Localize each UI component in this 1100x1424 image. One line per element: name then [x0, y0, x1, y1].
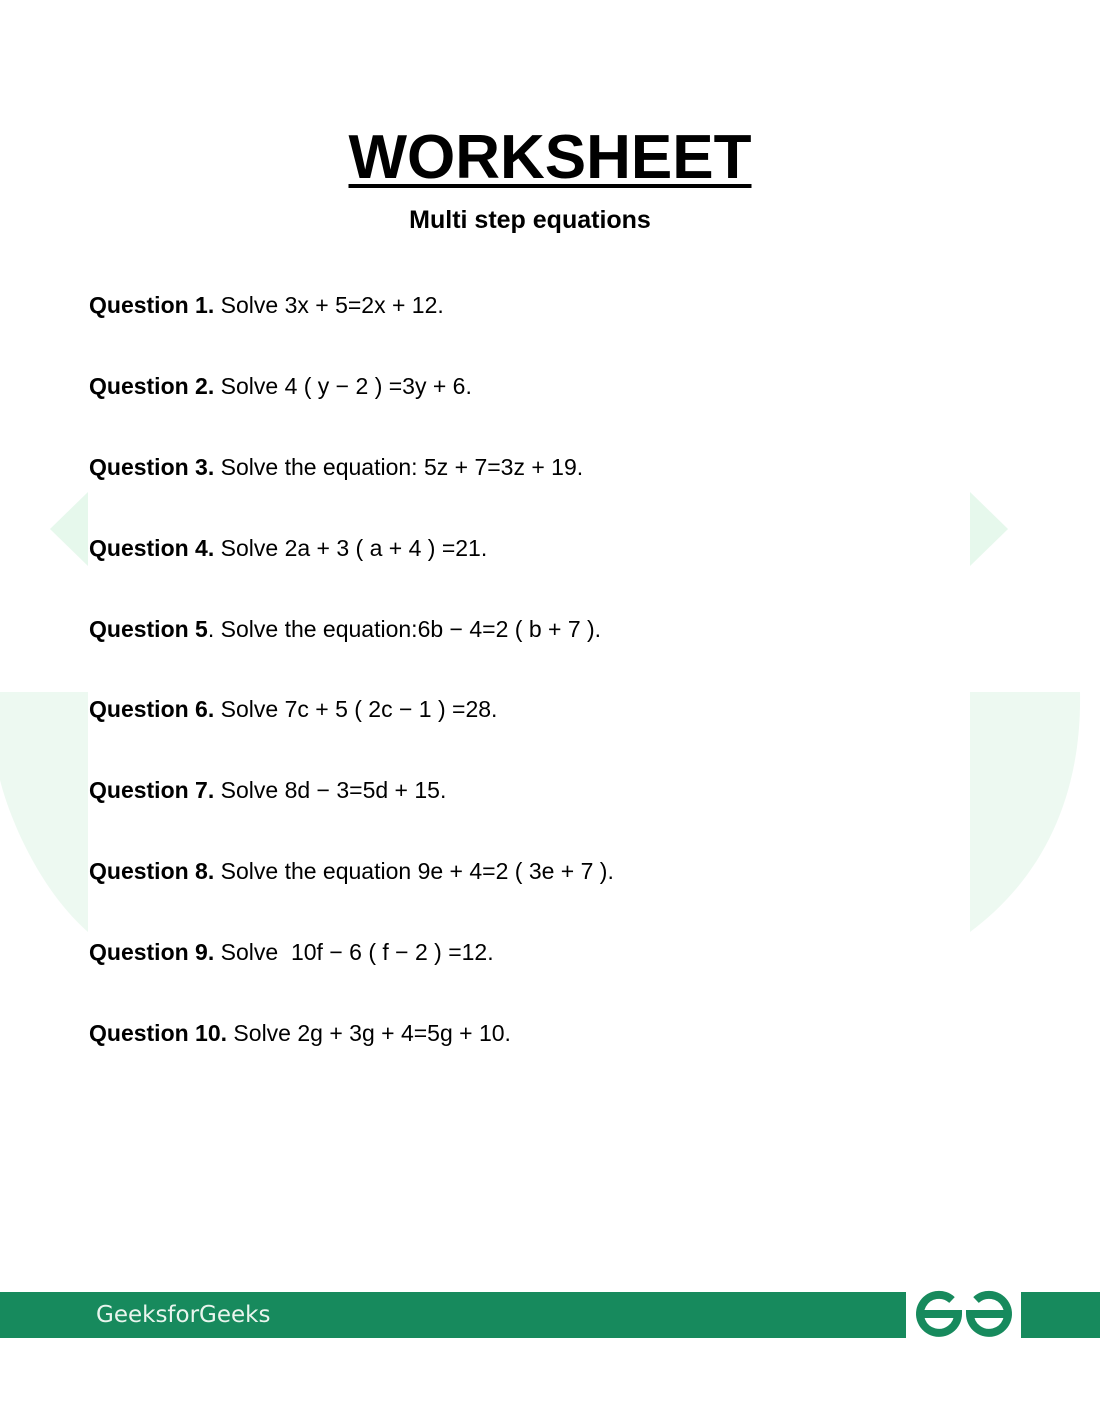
question-label: Question 4. [89, 534, 215, 561]
question-text: Solve 4 ( y − 2 ) =3y + 6. [214, 372, 472, 399]
question-text: Solve the equation: 5z + 7=3z + 19. [214, 453, 584, 480]
question-label: Question 1. [89, 292, 215, 318]
question-text: Solve 2a + 3 ( a + 4 ) =21. [214, 534, 488, 561]
watermark-left-arrow-icon [50, 492, 88, 566]
question-1 [89, 290, 989, 371]
question-label: Question 5 [89, 615, 208, 642]
question-label: Question 8. [89, 858, 215, 885]
footer-band-right [1021, 1292, 1100, 1338]
question-2 [89, 371, 989, 452]
question-label: Question 10. [89, 1020, 228, 1047]
question-text: Solve the equation 9e + 4=2 ( 3e + 7 ). [214, 858, 614, 885]
question-8 [89, 856, 989, 937]
question-9 [89, 937, 989, 1018]
footer-brand-name: GeeksforGeeks [96, 1302, 271, 1328]
question-text: Solve 3x + 5=2x + 12. [214, 292, 444, 318]
question-text: Solve 2g + 3g + 4=5g + 10. [227, 1020, 511, 1047]
question-text: Solve 10f − 6 ( f − 2 ) =12. [214, 939, 494, 966]
question-text: Solve 7c + 5 ( 2c − 1 ) =28. [214, 696, 498, 723]
question-4 [89, 533, 989, 614]
question-label: Question 7. [89, 777, 215, 804]
worksheet-title: WORKSHEET [348, 123, 752, 192]
question-list [89, 290, 989, 1099]
question-3 [89, 452, 989, 533]
question-6 [89, 694, 989, 775]
question-label: Question 3. [89, 453, 215, 480]
question-7 [89, 775, 989, 856]
question-5 [89, 614, 989, 695]
question-label: Question 2. [89, 372, 215, 399]
gfg-logo-icon [912, 1286, 1016, 1342]
question-text: . Solve the equation:6b − 4=2 ( b + 7 ). [207, 615, 602, 642]
question-text: Solve 8d − 3=5d + 15. [214, 777, 447, 804]
question-10 [89, 1018, 989, 1099]
question-label: Question 6. [89, 696, 215, 723]
footer-band-left [0, 1292, 906, 1338]
watermark-left-arc [0, 692, 88, 932]
worksheet-subtitle: Multi step equations [409, 206, 651, 234]
question-label: Question 9. [89, 939, 215, 966]
